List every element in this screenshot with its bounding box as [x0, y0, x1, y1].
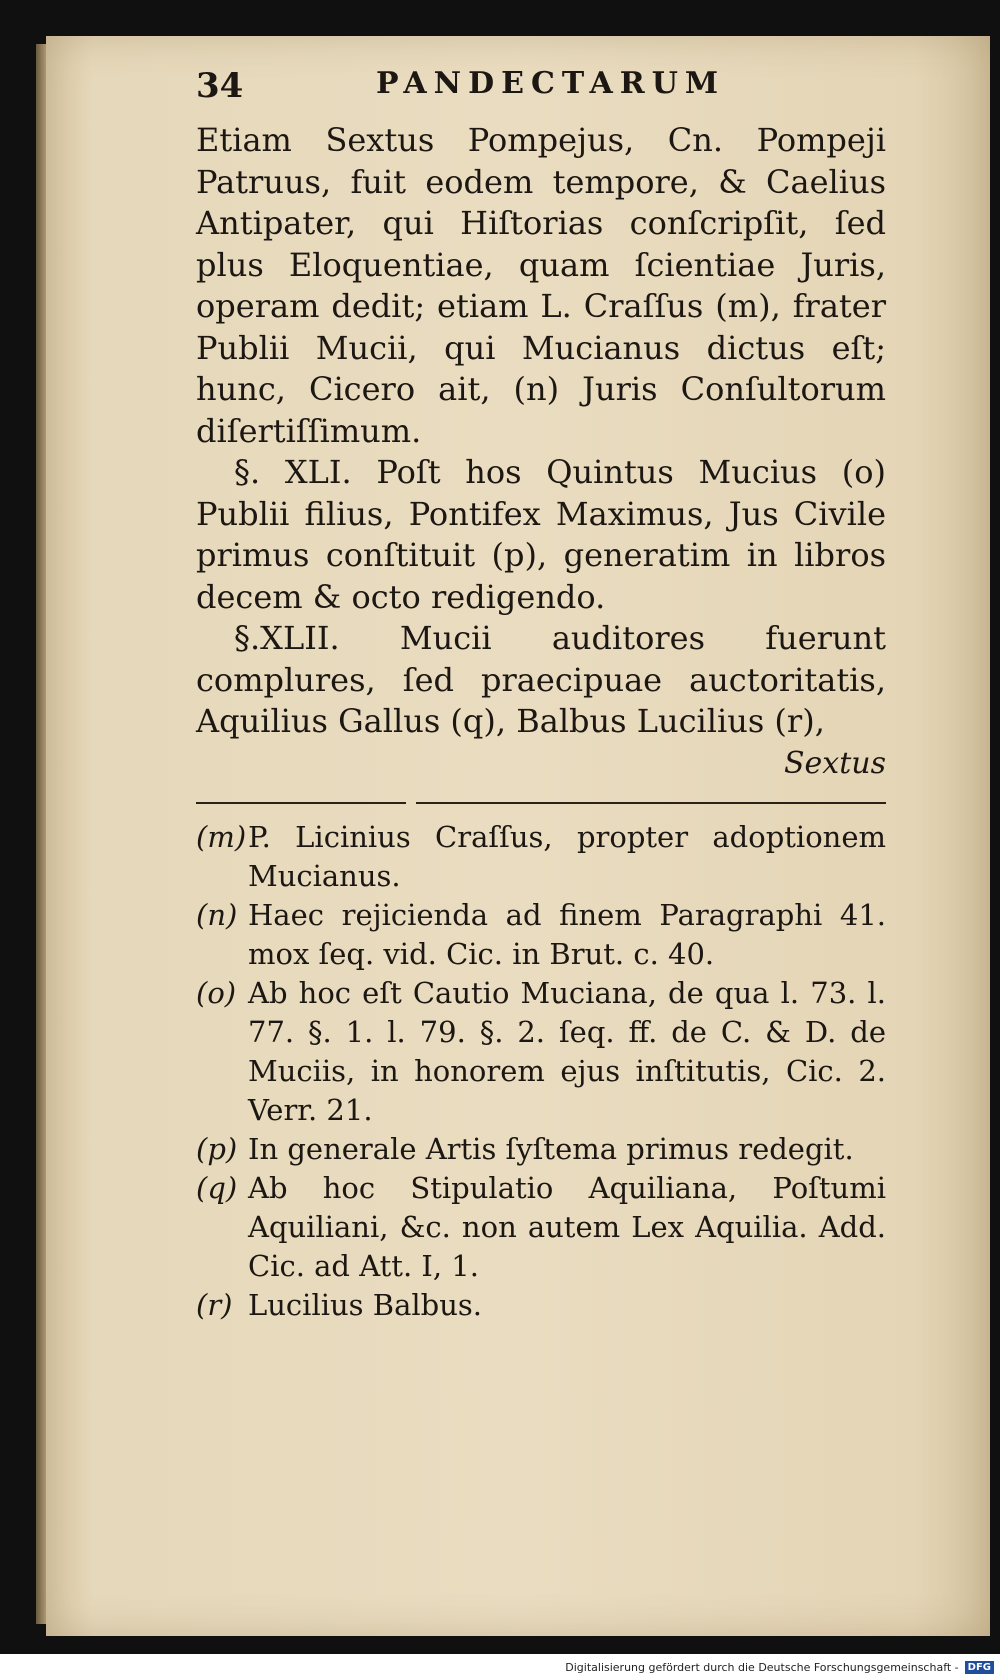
funding-credit: Digitalisierung gefördert durch die Deutsche Forschungsgemeinschaft -	[565, 1660, 959, 1674]
footnote-separator	[196, 802, 886, 804]
footnote-mark: (r)	[196, 1287, 233, 1322]
footnote-text: Ab hoc eſt Cautio Muciana, de qua l. 73. l. 77. §. 1. l. 79. §. 2. ſeq. ff. de C. & D. de Muciis, in honorem ejus inſtitutis, Cic. 2. Verr. 21.	[248, 975, 886, 1127]
footnote-text: In generale Artis ſyſtema primus redegit.	[248, 1131, 854, 1166]
footnote-mark: (m)	[196, 819, 247, 854]
footnote-m	[196, 818, 886, 896]
footnote-q	[196, 1169, 886, 1286]
digitization-footer	[0, 1654, 1000, 1680]
paragraph-intro: Etiam Sextus Pompejus, Cn. Pompeji Patruus, fuit eodem tempore, & Caelius Antipater, qui Hiſtorias conſcripſit, ſed plus Eloquentiae, quam ſcientiae Juris, operam dedit; etiam L. Craſſus (m), frater Publii Mucii, qui Mucianus dictus eſt; hunc, Cicero ait, (n) Juris Conſultorum diſertiſſimum.	[196, 121, 886, 450]
running-title: PANDECTARUM	[376, 66, 726, 101]
catchword: Sextus	[784, 745, 886, 781]
footnote-text: P. Licinius Craſſus, propter adoptionem Mucianus.	[248, 819, 886, 893]
footnote-p	[196, 1130, 886, 1169]
footnotes	[196, 818, 886, 1325]
paragraph-section-41: §. XLI. Poſt hos Quintus Mucius (o) Publii filius, Pontifex Maximus, Jus Civile primus conſtituit (p), generatim in libros decem & octo redigendo.	[196, 453, 886, 616]
paragraph-section-42: §.XLII. Mucii auditores fuerunt complures, ſed praecipuae auctoritatis, Aquilius Gallus (q), Balbus Lucilius (r),	[196, 619, 886, 740]
footnote-mark: (n)	[196, 897, 238, 932]
main-text	[196, 120, 886, 743]
running-head	[196, 60, 886, 120]
dfg-logo: DFG	[965, 1661, 994, 1674]
separator-rule-short	[196, 802, 406, 804]
footnote-o	[196, 974, 886, 1130]
page-number: 34	[196, 66, 244, 106]
page-content	[196, 60, 886, 1325]
footnote-text: Lucilius Balbus.	[248, 1287, 482, 1322]
footnote-text: Ab hoc Stipulatio Aquiliana, Poſtumi Aquiliani, &c. non autem Lex Aquilia. Add. Cic. ad Att. I, 1.	[248, 1170, 886, 1283]
footnote-text: Haec rejicienda ad finem Paragraphi 41. mox ſeq. vid. Cic. in Brut. c. 40.	[248, 897, 886, 971]
footnote-mark: (q)	[196, 1170, 238, 1205]
footnote-n	[196, 896, 886, 974]
footnote-mark: (p)	[196, 1131, 238, 1166]
footnote-r	[196, 1286, 886, 1325]
separator-rule-long	[416, 802, 886, 804]
footnote-mark: (o)	[196, 975, 237, 1010]
